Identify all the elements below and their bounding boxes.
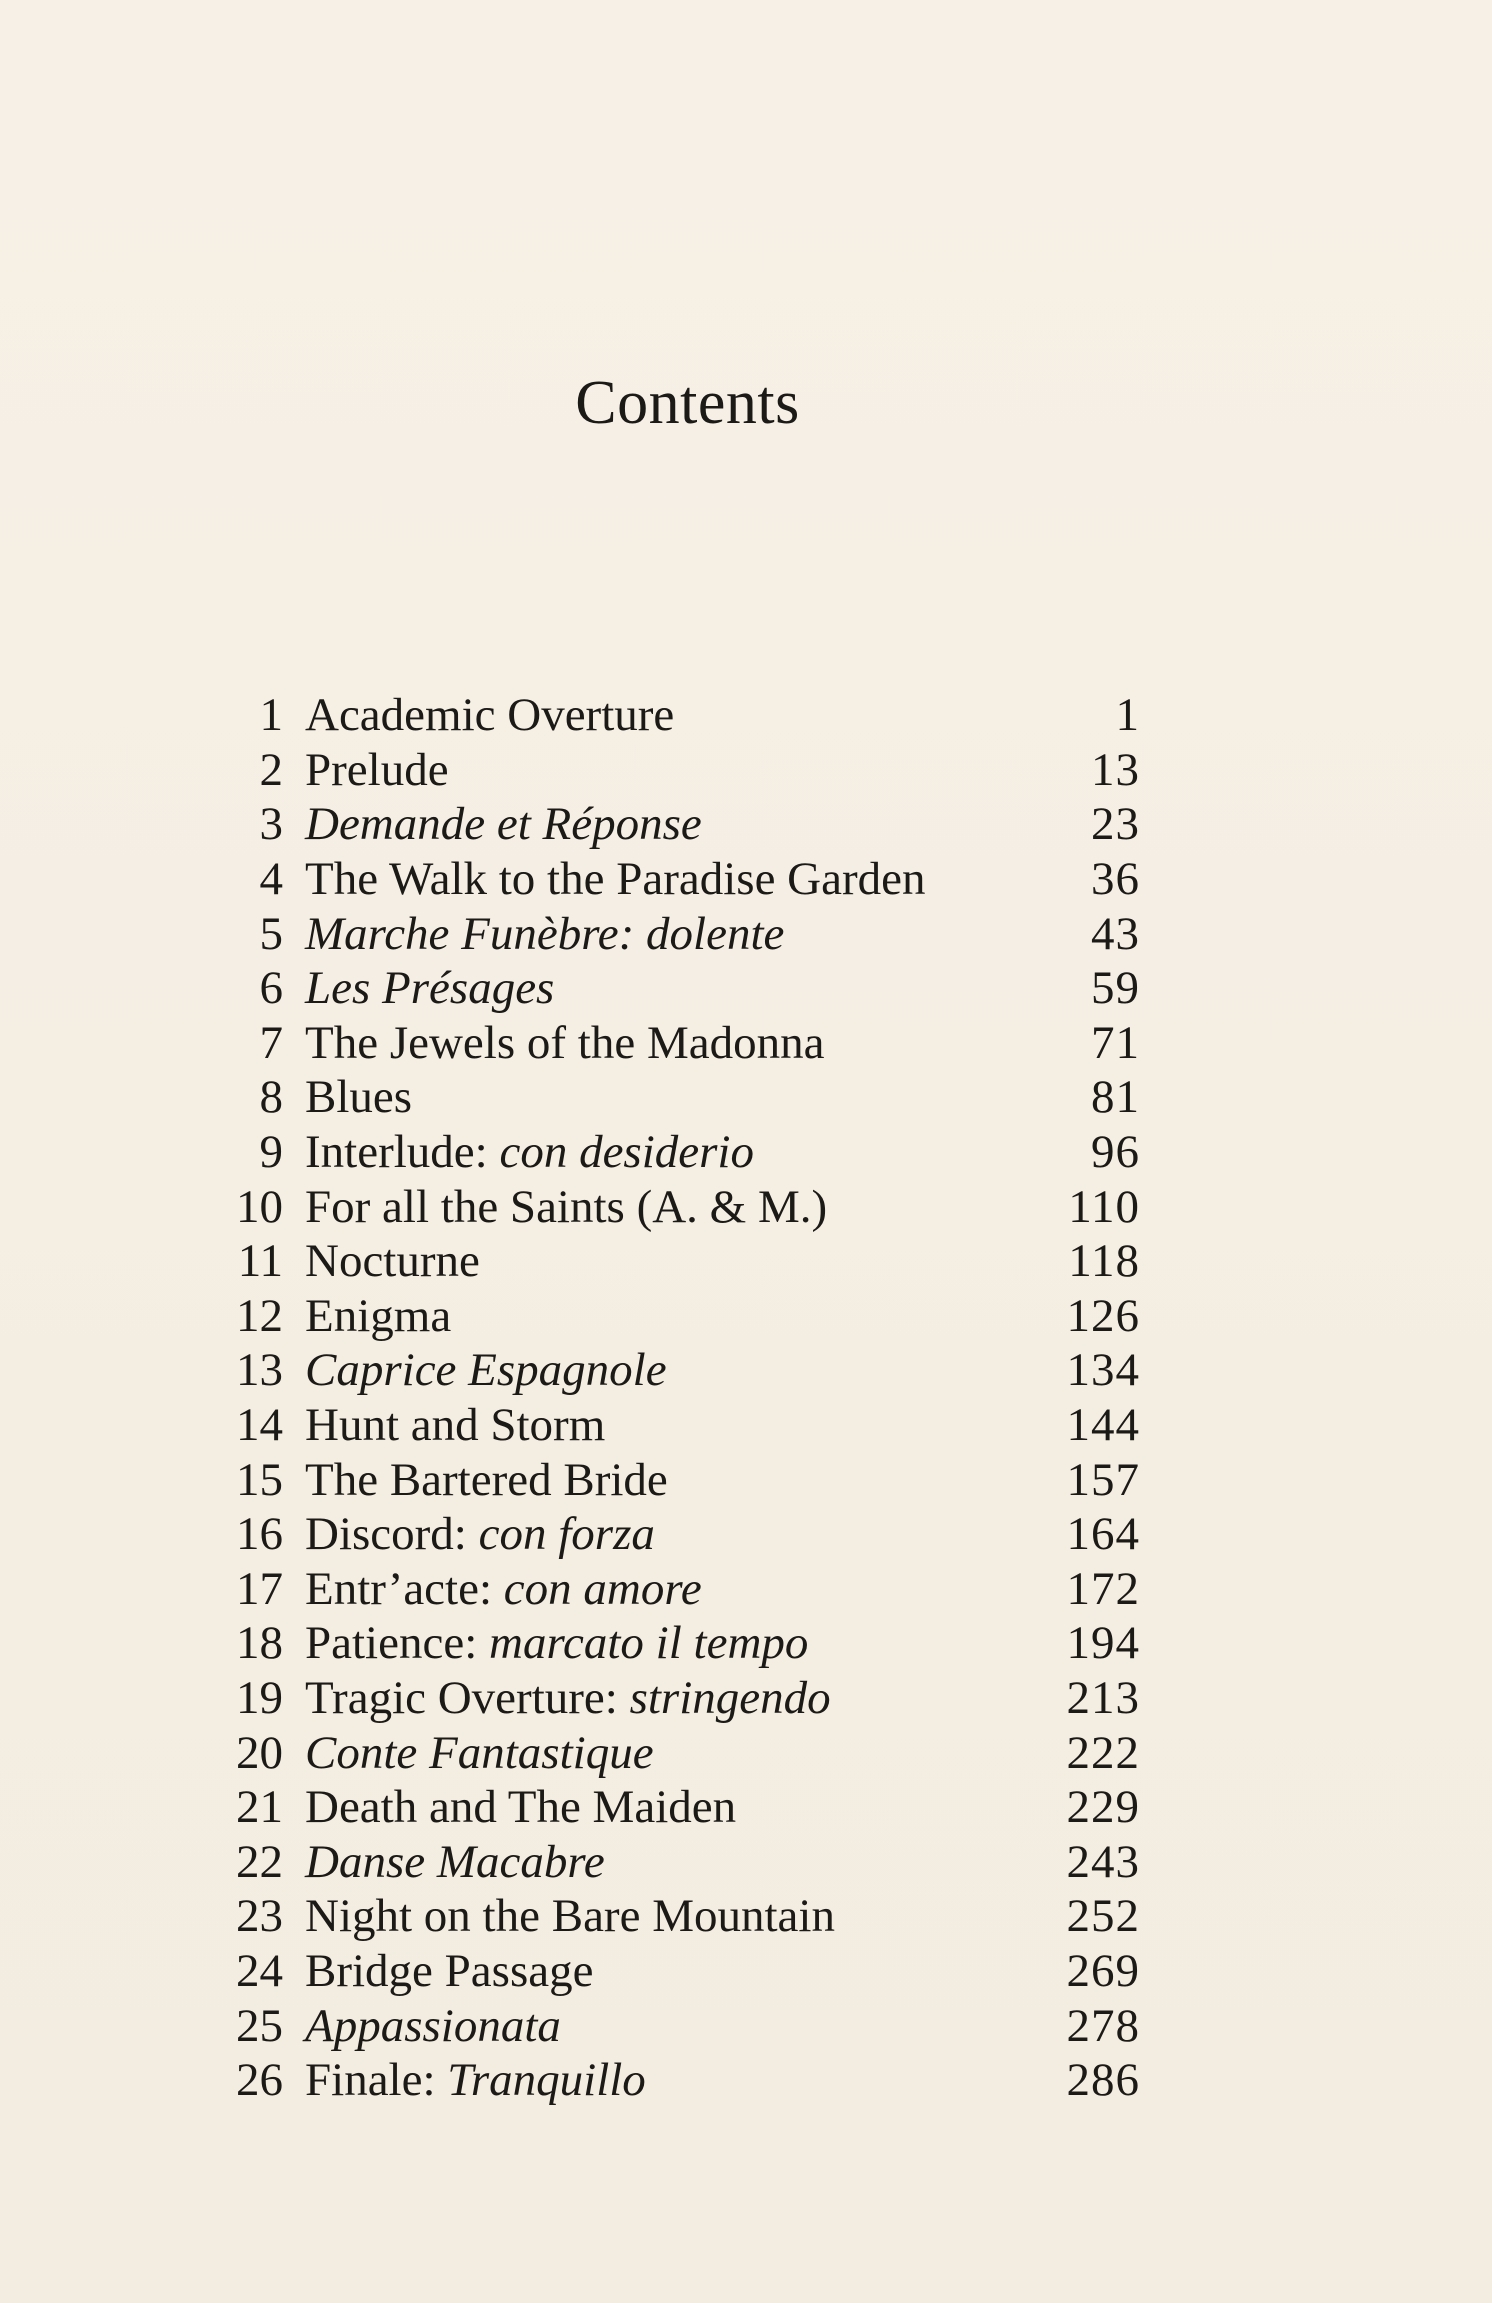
page-number: 13 — [1091, 743, 1140, 796]
chapter-title — [305, 907, 1020, 961]
page-number: 43 — [1091, 907, 1140, 960]
toc-entry — [205, 1289, 1140, 1344]
chapter-number: 7 — [259, 1016, 283, 1069]
chapter-title — [305, 1999, 1020, 2053]
toc-entry — [205, 1780, 1140, 1835]
chapter-title-italic: stringendo — [629, 1671, 831, 1724]
toc-entry — [205, 961, 1140, 1016]
chapter-title — [305, 1726, 1020, 1780]
chapter-title-text: Discord: — [305, 1508, 479, 1561]
toc-entry — [205, 1398, 1140, 1453]
chapter-number: 8 — [259, 1071, 283, 1124]
chapter-title — [305, 1070, 1020, 1124]
page-number: 118 — [1068, 1235, 1140, 1288]
chapter-title — [305, 1835, 1020, 1889]
chapter-title-text: Entr’acte: — [305, 1562, 504, 1615]
page-number: 213 — [1066, 1671, 1140, 1724]
chapter-number: 10 — [236, 1180, 283, 1233]
toc-entry — [205, 1889, 1140, 1944]
page-number: 71 — [1091, 1016, 1140, 1069]
chapter-title-italic: Les Présages — [305, 962, 555, 1015]
toc-entry — [205, 688, 1140, 743]
chapter-title-italic: Danse Macabre — [305, 1835, 605, 1888]
chapter-number: 12 — [236, 1289, 283, 1342]
page-number: 157 — [1066, 1453, 1140, 1506]
chapter-title-italic: Demande et Réponse — [305, 798, 702, 851]
toc-entry — [205, 2053, 1140, 2108]
toc-entry — [205, 797, 1140, 852]
chapter-title — [305, 1016, 1020, 1070]
chapter-number: 18 — [236, 1617, 283, 1670]
chapter-title — [305, 1125, 1020, 1179]
chapter-title-text: Blues — [305, 1071, 413, 1124]
chapter-title — [305, 1944, 1020, 1998]
page-number: 23 — [1091, 798, 1140, 851]
chapter-number: 11 — [237, 1235, 283, 1288]
page-number: 1 — [1115, 689, 1140, 742]
page-number: 222 — [1066, 1726, 1140, 1779]
chapter-title-text: Tragic Overture: — [305, 1671, 630, 1724]
chapter-title — [305, 1343, 1020, 1397]
chapter-number: 4 — [259, 853, 283, 906]
chapter-number: 3 — [259, 798, 283, 851]
chapter-number: 15 — [236, 1453, 283, 1506]
toc-entry — [205, 1562, 1140, 1617]
chapter-title-text: Patience: — [305, 1617, 490, 1670]
page-number: 243 — [1066, 1835, 1140, 1888]
chapter-title-text: Death and The Maiden — [305, 1781, 737, 1834]
page-number: 81 — [1091, 1071, 1140, 1124]
chapter-title-italic: con forza — [478, 1508, 655, 1561]
chapter-title-text: Night on the Bare Mountain — [305, 1890, 835, 1943]
toc-entry — [205, 906, 1140, 961]
chapter-title — [305, 1507, 1020, 1561]
chapter-number: 16 — [236, 1508, 283, 1561]
toc-entry — [205, 852, 1140, 907]
chapter-number: 9 — [259, 1126, 283, 1179]
chapter-title-italic: Marche Funèbre: dolente — [305, 907, 785, 960]
chapter-number: 26 — [236, 2054, 283, 2107]
toc-entry — [205, 1998, 1140, 2053]
page-number: 134 — [1066, 1344, 1140, 1397]
table-of-contents — [205, 688, 1140, 2107]
chapter-title — [305, 1398, 1020, 1452]
chapter-title — [305, 1234, 1020, 1288]
toc-entry — [205, 1016, 1140, 1071]
chapter-number: 5 — [259, 907, 283, 960]
chapter-title-text: The Walk to the Paradise Garden — [305, 853, 926, 906]
chapter-title — [305, 1671, 1020, 1725]
toc-entry — [205, 1179, 1140, 1234]
chapter-number: 21 — [236, 1781, 283, 1834]
toc-entry — [205, 1616, 1140, 1671]
chapter-title-text: The Jewels of the Madonna — [305, 1016, 825, 1069]
page-number: 278 — [1066, 1999, 1140, 2052]
chapter-number: 13 — [236, 1344, 283, 1397]
page-number: 229 — [1066, 1781, 1140, 1834]
chapter-number: 22 — [236, 1835, 283, 1888]
chapter-number: 24 — [236, 1944, 283, 1997]
chapter-title-text: Bridge Passage — [305, 1944, 594, 1997]
toc-entry — [205, 743, 1140, 798]
chapter-title — [305, 688, 1020, 742]
page-number: 144 — [1066, 1399, 1140, 1452]
chapter-title-italic: Caprice Espagnole — [305, 1344, 667, 1397]
page-number: 36 — [1091, 853, 1140, 906]
page-number: 59 — [1091, 962, 1140, 1015]
chapter-title — [305, 961, 1020, 1015]
page-number: 252 — [1066, 1890, 1140, 1943]
page-number: 286 — [1066, 2054, 1140, 2107]
toc-entry — [205, 1671, 1140, 1726]
chapter-number: 25 — [236, 1999, 283, 2052]
chapter-title — [305, 2053, 1020, 2107]
chapter-title-text: The Bartered Bride — [305, 1453, 668, 1506]
chapter-number: 1 — [259, 689, 283, 742]
chapter-title — [305, 1889, 1020, 1943]
chapter-title-italic: marcato il tempo — [489, 1617, 809, 1670]
chapter-title-text: Finale: — [305, 2054, 448, 2107]
page-number: 96 — [1091, 1126, 1140, 1179]
page-number: 172 — [1066, 1562, 1140, 1615]
chapter-number: 14 — [236, 1399, 283, 1452]
chapter-title — [305, 852, 1020, 906]
chapter-title — [305, 1453, 1020, 1507]
chapter-number: 20 — [236, 1726, 283, 1779]
page-number: 269 — [1066, 1944, 1140, 1997]
chapter-title-italic: con amore — [503, 1562, 702, 1615]
toc-entry — [205, 1507, 1140, 1562]
chapter-title-text: Academic Overture — [305, 689, 675, 742]
chapter-title-italic: Tranquillo — [447, 2054, 646, 2107]
chapter-title-italic: con desiderio — [499, 1126, 754, 1179]
page-title: Contents — [575, 369, 800, 437]
toc-entry — [205, 1234, 1140, 1289]
chapter-title-text: Nocturne — [305, 1235, 480, 1288]
toc-entry — [205, 1725, 1140, 1780]
page-number: 164 — [1066, 1508, 1140, 1561]
chapter-title-text: For all the Saints (A. & M.) — [305, 1180, 828, 1233]
chapter-title — [305, 1616, 1020, 1670]
page-number: 194 — [1066, 1617, 1140, 1670]
chapter-title — [305, 743, 1020, 797]
chapter-number: 23 — [236, 1890, 283, 1943]
chapter-title-text: Prelude — [305, 743, 449, 796]
toc-entry — [205, 1944, 1140, 1999]
chapter-title-text: Interlude: — [305, 1126, 500, 1179]
chapter-number: 19 — [236, 1671, 283, 1724]
chapter-title — [305, 1562, 1020, 1616]
chapter-title — [305, 1180, 1020, 1234]
chapter-number: 2 — [259, 743, 283, 796]
chapter-title — [305, 1289, 1020, 1343]
chapter-title-italic: Appassionata — [305, 1999, 561, 2052]
toc-entry — [205, 1070, 1140, 1125]
chapter-title — [305, 797, 1020, 851]
page-number: 110 — [1068, 1180, 1140, 1233]
toc-entry — [205, 1452, 1140, 1507]
chapter-title-text: Hunt and Storm — [305, 1399, 606, 1452]
chapter-title-text: Enigma — [305, 1289, 452, 1342]
toc-entry — [205, 1343, 1140, 1398]
toc-entry — [205, 1125, 1140, 1180]
page-number: 126 — [1066, 1289, 1140, 1342]
chapter-title — [305, 1780, 1020, 1834]
chapter-number: 17 — [236, 1562, 283, 1615]
chapter-title-italic: Conte Fantastique — [305, 1726, 654, 1779]
toc-entry — [205, 1834, 1140, 1889]
chapter-number: 6 — [259, 962, 283, 1015]
